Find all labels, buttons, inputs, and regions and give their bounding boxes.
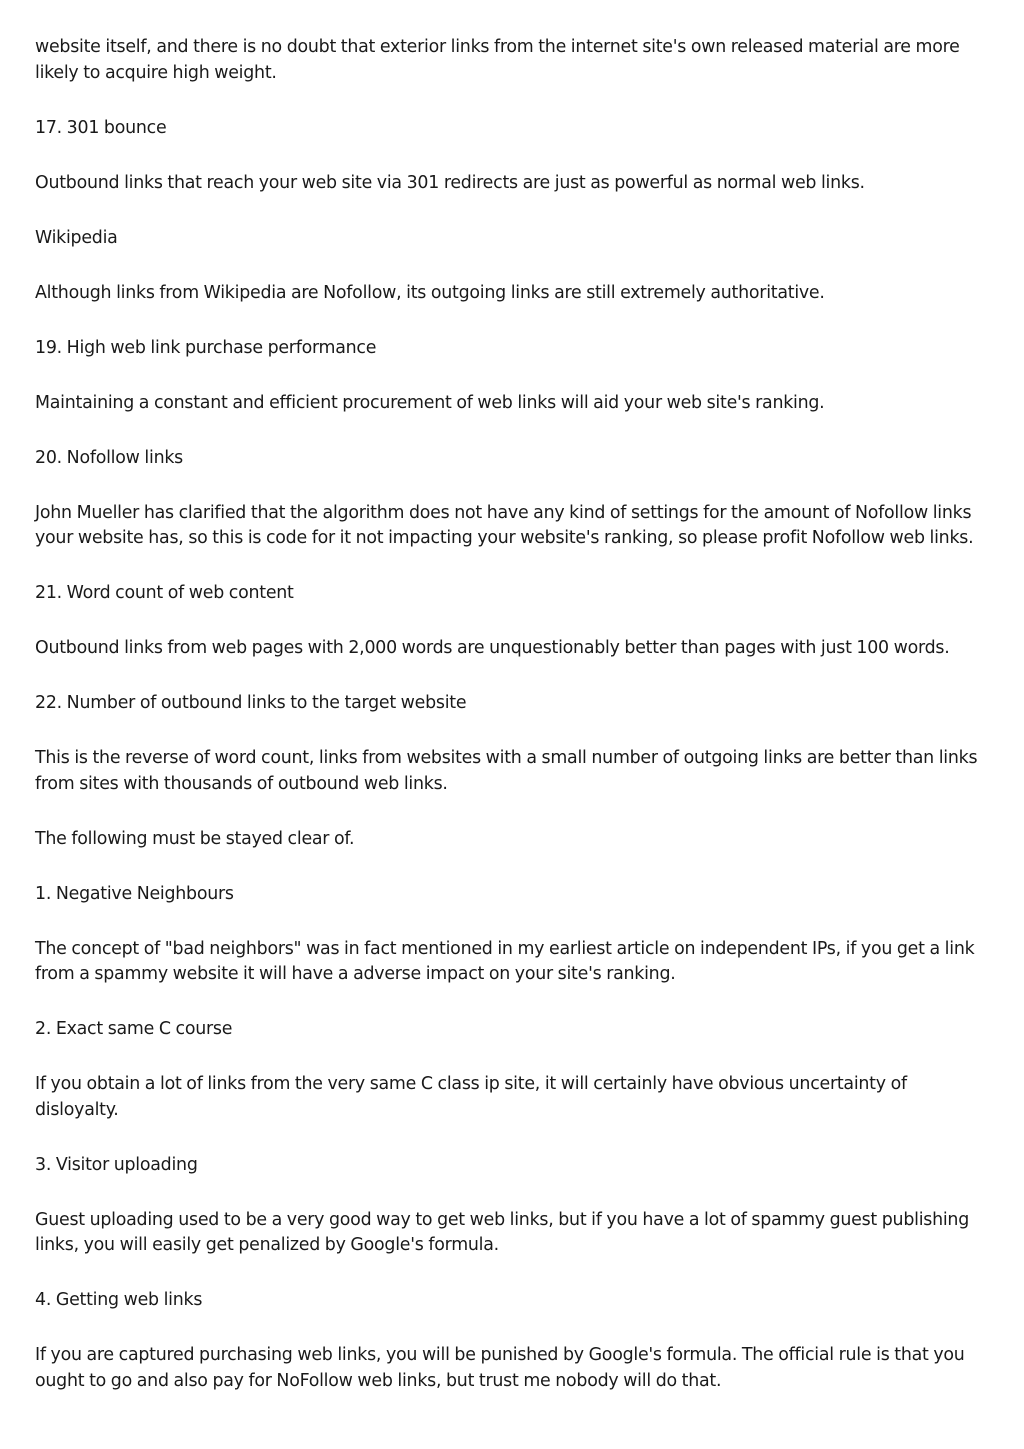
paragraph-same-c-class: If you obtain a lot of links from the very same C class ip site, it will certainly have obvious uncertainty of disloyalty. — [35, 1074, 907, 1120]
heading-nofollow-links: 20. Nofollow links — [35, 447, 183, 468]
paragraph-nofollow-links: John Mueller has clarified that the algorithm does not have any kind of settings for the amount of Nofollow links your website has, so this is code for it not impacting your website's ranking, so please profit Nofollow web links. — [35, 502, 974, 548]
paragraph-visitor-uploading: Guest uploading used to be a very good way to get web links, but if you have a lot of spammy guest publishing links, you will easily get penalized by Google's formula. — [35, 1209, 969, 1255]
paragraph-getting-web-links: If you are captured purchasing web links, you will be punished by Google's formula. The official rule is that you ought to go and also pay for NoFollow web links, but trust me nobody will do that. — [35, 1345, 965, 1391]
heading-link-purchase-performance: 19. High web link purchase performance — [35, 337, 377, 358]
heading-301-bounce: 17. 301 bounce — [35, 117, 167, 138]
heading-visitor-uploading: 3. Visitor uploading — [35, 1154, 198, 1175]
intro-avoid-list: The following must be stayed clear of. — [35, 828, 355, 849]
heading-word-count: 21. Word count of web content — [35, 583, 294, 603]
paragraph-301-bounce: Outbound links that reach your web site via 301 redirects are just as powerful as normal web links. — [35, 172, 865, 193]
paragraph-word-count: Outbound links from web pages with 2,000 words are unquestionably better than pages with just 100 words. — [35, 638, 950, 658]
paragraph-link-purchase-performance: Maintaining a constant and efficient procurement of web links will aid your web site's ranking. — [35, 392, 825, 413]
heading-outbound-links-count: 22. Number of outbound links to the target website — [35, 693, 467, 713]
paragraph-outbound-links-count: This is the reverse of word count, links from websites with a small number of outgoing links are better than links from sites with thousands of outbound web links. — [35, 748, 978, 794]
paragraph-continuation: website itself, and there is no doubt that exterior links from the internet site's own released material are more likely to acquire high weight. — [35, 37, 960, 83]
heading-negative-neighbours: 1. Negative Neighbours — [35, 883, 234, 904]
document-page — [35, 35, 990, 1424]
heading-wikipedia: Wikipedia — [35, 227, 118, 248]
paragraph-wikipedia: Although links from Wikipedia are Nofollow, its outgoing links are still extremely authoritative. — [35, 282, 825, 303]
heading-getting-web-links: 4. Getting web links — [35, 1290, 203, 1310]
paragraph-negative-neighbours: The concept of "bad neighbors" was in fact mentioned in my earliest article on independent IPs, if you get a link from a spammy website it will have a adverse impact on your site's ranking. — [35, 938, 975, 984]
heading-same-c-class: 2. Exact same C course — [35, 1019, 233, 1039]
